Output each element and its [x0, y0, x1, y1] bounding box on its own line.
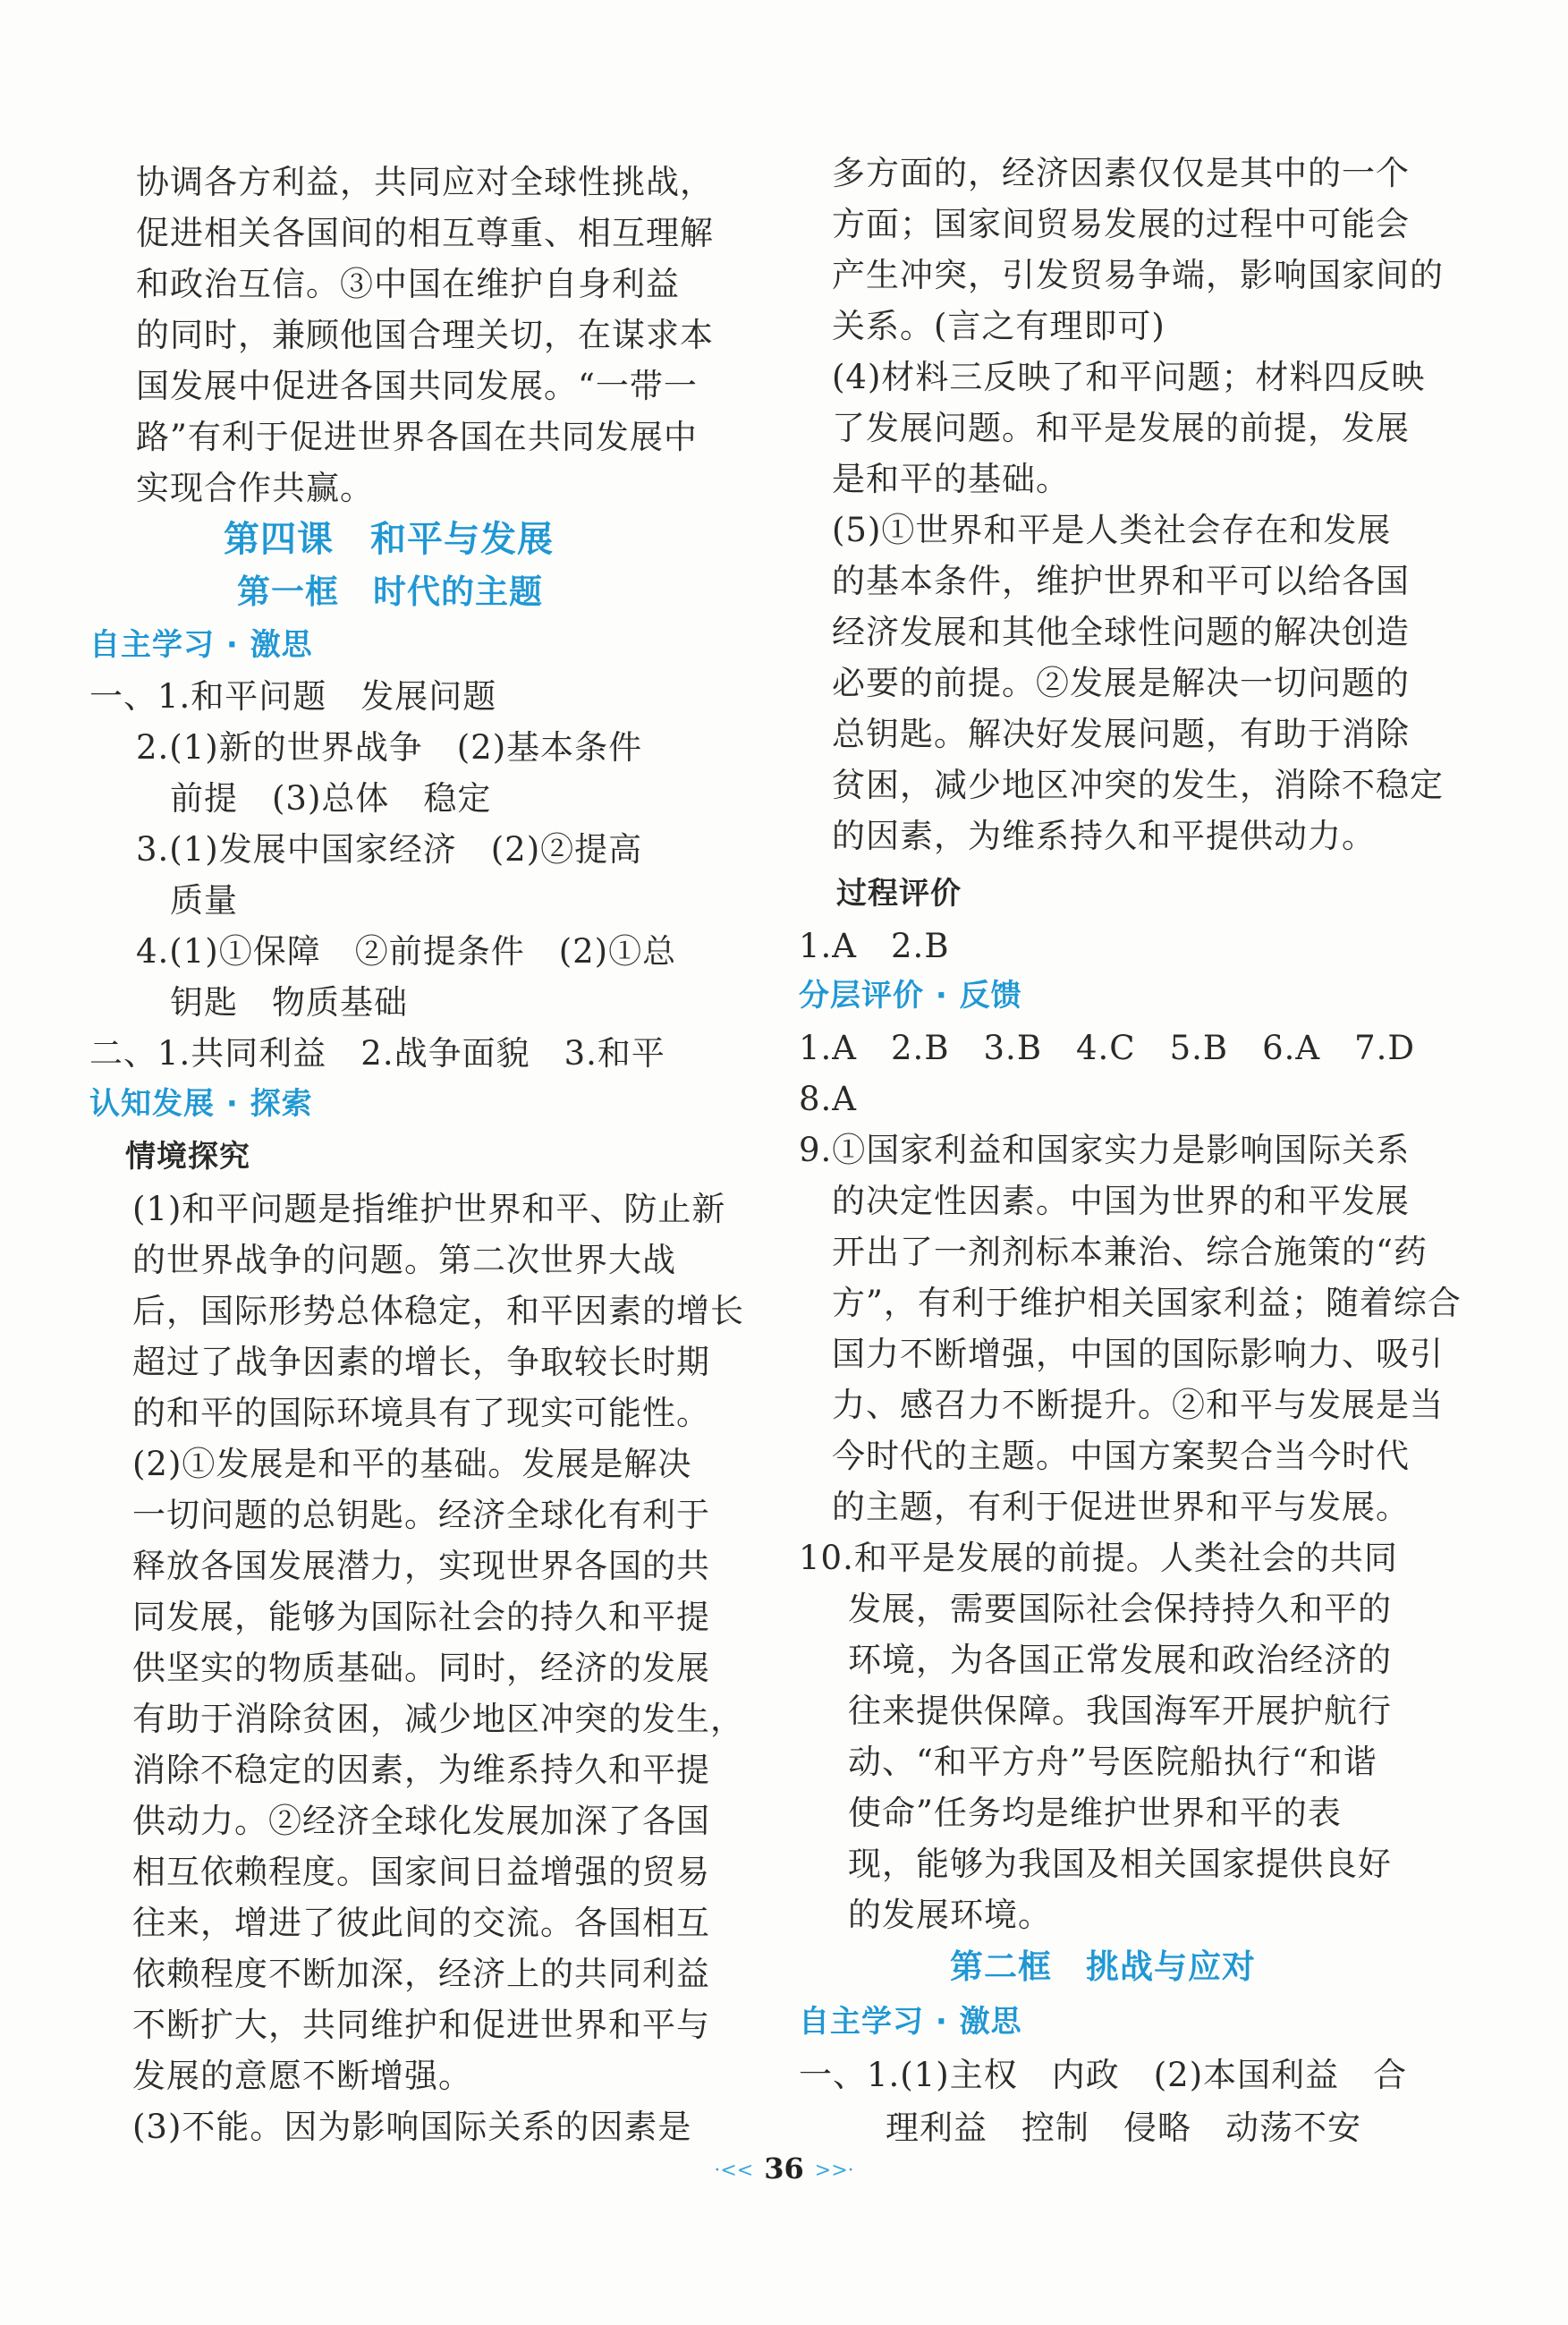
right-ornament: >>· — [814, 2160, 854, 2182]
text-line: 方面；国家间贸易发展的过程中可能会 — [832, 205, 1410, 243]
text-line: 促进相关各国间的相互尊重、相互理解 — [136, 214, 714, 252]
text-line: (2)①发展是和平的基础。发展是解决 — [132, 1445, 692, 1483]
text-line: 二、1.共同利益 2.战争面貌 3.和平 — [89, 1034, 665, 1073]
text-line: 了发展问题。和平是发展的前提，发展 — [832, 409, 1410, 447]
text-line: 前提 (3)总体 稳定 — [170, 779, 492, 818]
text-line: 理利益 控制 侵略 动荡不安 — [886, 2109, 1361, 2147]
text-line: 释放各国发展潜力，实现世界各国的共 — [132, 1547, 710, 1585]
text-line: 是和平的基础。 — [832, 460, 1070, 498]
text-line: 使命”任务均是维护世界和平的表 — [848, 1794, 1342, 1832]
text-line: (4)材料三反映了和平问题；材料四反映 — [832, 358, 1426, 396]
text-line: 实现合作共赢。 — [136, 469, 374, 507]
text-line: 后，国际形势总体稳定，和平因素的增长 — [132, 1292, 744, 1330]
section-heading: 第二框 挑战与应对 — [950, 1947, 1256, 1986]
text-line: 的同时，兼顾他国合理关切，在谋求本 — [136, 316, 714, 354]
text-line: 钥匙 物质基础 — [170, 983, 408, 1022]
text-line: (5)①世界和平是人类社会存在和发展 — [832, 511, 1392, 549]
text-line: 开出了一剂剂标本兼治、综合施策的“药 — [832, 1233, 1428, 1271]
text-line: 国力不断增强，中国的国际影响力、吸引 — [832, 1335, 1444, 1373]
section-heading: 认知发展 · 探索 — [89, 1086, 313, 1122]
text-line: 发展的意愿不断增强。 — [132, 2057, 472, 2095]
text-line: 一切问题的总钥匙。经济全球化有利于 — [132, 1496, 710, 1534]
text-line: (3)不能。因为影响国际关系的因素是 — [132, 2108, 692, 2146]
sub-heading: 过程评价 — [836, 876, 962, 912]
text-line: 的世界战争的问题。第二次世界大战 — [132, 1241, 676, 1279]
text-line: 动、“和平方舟”号医院船执行“和谐 — [848, 1743, 1377, 1781]
text-line: 国发展中促进各国共同发展。“一带一 — [136, 367, 698, 405]
text-line: 供动力。②经济全球化发展加深了各国 — [132, 1802, 710, 1840]
page-number: 36 — [764, 2151, 804, 2185]
text-line: 质量 — [170, 881, 238, 920]
text-line: 的决定性因素。中国为世界的和平发展 — [832, 1182, 1410, 1220]
text-line: 3.(1)发展中国家经济 (2)②提高 — [136, 830, 643, 869]
text-line: 现，能够为我国及相关国家提供良好 — [848, 1845, 1392, 1883]
text-line: 路”有利于促进世界各国在共同发展中 — [136, 418, 698, 456]
text-line: 1.A 2.B — [799, 927, 950, 965]
text-line: 的发展环境。 — [848, 1896, 1052, 1934]
section-heading: 自主学习 · 激思 — [89, 627, 313, 663]
text-line: 不断扩大，共同维护和促进世界和平与 — [132, 2006, 710, 2044]
text-line: 往来提供保障。我国海军开展护航行 — [848, 1692, 1392, 1730]
text-line: 超过了战争因素的增长，争取较长时期 — [132, 1343, 710, 1381]
left-ornament: ·<< — [714, 2160, 754, 2182]
text-line: 协调各方利益，共同应对全球性挑战， — [136, 163, 714, 201]
section-heading: 第四课 和平与发展 — [224, 519, 554, 560]
text-line: 消除不稳定的因素，为维系持久和平提 — [132, 1751, 710, 1789]
text-line: 4.(1)①保障 ②前提条件 (2)①总 — [136, 932, 677, 971]
text-line: 环境，为各国正常发展和政治经济的 — [848, 1641, 1392, 1679]
text-line: 方”，有利于维护相关国家利益；随着综合 — [832, 1284, 1462, 1322]
text-line: 10.和平是发展的前提。人类社会的共同 — [799, 1539, 1398, 1577]
text-line: (1)和平问题是指维护世界和平、防止新 — [132, 1190, 726, 1228]
text-line: 贫困，减少地区冲突的发生，消除不稳定 — [832, 766, 1444, 804]
text-line: 同发展，能够为国际社会的持久和平提 — [132, 1598, 710, 1636]
text-line: 关系。(言之有理即可) — [832, 307, 1165, 345]
text-line: 力、感召力不断提升。②和平与发展是当 — [832, 1386, 1444, 1424]
sub-heading: 情境探究 — [125, 1139, 250, 1175]
text-line: 一、1.和平问题 发展问题 — [89, 677, 497, 716]
text-line: 的和平的国际环境具有了现实可能性。 — [132, 1394, 710, 1432]
text-line: 总钥匙。解决好发展问题，有助于消除 — [832, 715, 1410, 753]
text-line: 的因素，为维系持久和平提供动力。 — [832, 817, 1376, 855]
text-line: 和政治互信。③中国在维护自身利益 — [136, 265, 680, 303]
text-line: 发展，需要国际社会保持持久和平的 — [848, 1590, 1392, 1628]
text-line: 1.A 2.B 3.B 4.C 5.B 6.A 7.D — [799, 1029, 1416, 1067]
section-heading: 分层评价 · 反馈 — [799, 978, 1022, 1014]
section-heading: 第一框 时代的主题 — [237, 573, 543, 611]
text-line: 的主题，有利于促进世界和平与发展。 — [832, 1488, 1410, 1526]
text-line: 2.(1)新的世界战争 (2)基本条件 — [136, 728, 643, 767]
page-footer — [0, 2151, 1568, 2185]
text-line: 经济发展和其他全球性问题的解决创造 — [832, 613, 1410, 651]
text-line: 9.①国家利益和国家实力是影响国际关系 — [799, 1131, 1411, 1169]
text-line: 一、1.(1)主权 内政 (2)本国利益 合 — [799, 2056, 1408, 2094]
section-heading: 自主学习 · 激思 — [799, 2004, 1022, 2040]
text-line: 有助于消除贫困，减少地区冲突的发生， — [132, 1700, 744, 1738]
text-line: 往来，增进了彼此间的交流。各国相互 — [132, 1904, 710, 1942]
text-line: 相互依赖程度。国家间日益增强的贸易 — [132, 1853, 710, 1891]
text-line: 多方面的，经济因素仅仅是其中的一个 — [832, 154, 1410, 192]
text-line: 今时代的主题。中国方案契合当今时代 — [832, 1437, 1410, 1475]
text-line: 依赖程度不断加深，经济上的共同利益 — [132, 1955, 710, 1993]
text-line: 的基本条件，维护世界和平可以给各国 — [832, 562, 1410, 600]
text-line: 供坚实的物质基础。同时，经济的发展 — [132, 1649, 710, 1687]
text-line: 产生冲突，引发贸易争端，影响国家间的 — [832, 256, 1444, 294]
text-line: 8.A — [799, 1080, 858, 1118]
text-line: 必要的前提。②发展是解决一切问题的 — [832, 664, 1410, 702]
